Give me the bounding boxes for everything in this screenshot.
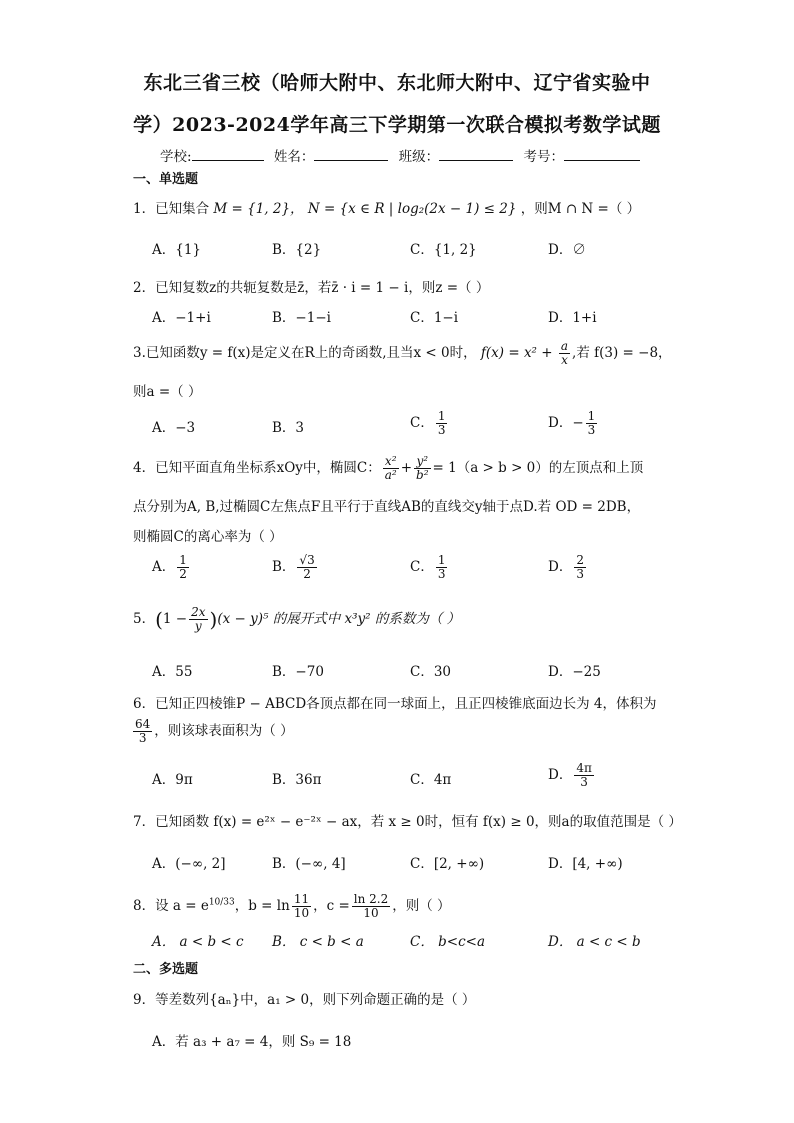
question-8-options	[152, 930, 752, 954]
question-7-options	[152, 852, 752, 876]
question-4-options	[152, 554, 752, 590]
option-b: B．−70	[272, 664, 324, 680]
question-3: 3.已知函数y = f(x)是定义在R上的奇函数,且当x < 0时， f(x) = x² + $\frac{a}{x}$ ,若 f(3) = −8，	[133, 339, 672, 367]
option-a: A．若 a₃ + a₇ = 4，则 S₉ = 18	[152, 1034, 352, 1050]
option-a: A． a < b < c	[152, 934, 244, 950]
option-c: C．4π	[410, 772, 452, 788]
option-d: D． $\frac{2}{3}$	[548, 553, 584, 581]
option-b: B．(−∞, 4]	[272, 856, 346, 872]
option-a: A．{1}	[152, 242, 202, 258]
fraction-a-over-x: $\frac{a}{x}$	[560, 339, 569, 367]
option-d: D．− $\frac{1}{3}$	[548, 409, 596, 437]
name-blank[interactable]	[314, 146, 388, 161]
option-a: A．55	[152, 664, 193, 680]
option-b: B．−1−i	[272, 310, 331, 326]
question-4-line2: 点分别为A, B,过椭圆C左焦点F且平行于直线AB的直线交y轴于点D.若 OD = 2DB，	[133, 499, 641, 515]
option-c: C．30	[410, 664, 452, 680]
option-c: C． $\frac{1}{3}$	[410, 409, 446, 437]
section-multi-choice: 二、多选题	[133, 962, 199, 977]
exam-title-line2: 学）2023-2024学年高三下学期第一次联合模拟考数学试题	[133, 114, 661, 136]
question-3-line2: 则a =（ ）	[133, 384, 202, 400]
question-9: 9．等差数列{aₙ}中，a₁ > 0，则下列命题正确的是（ ）	[133, 992, 476, 1008]
question-9-options	[152, 1030, 752, 1054]
name-label: 姓名：	[273, 149, 315, 165]
question-5-options	[152, 660, 752, 684]
option-d: D． $\frac{4\pi}{3}$	[548, 761, 592, 789]
question-5: 5．(1 − $\frac{2x}{y}$ )(x − y)⁵ 的展开式中 x³y² 的系数为（ ）	[133, 605, 461, 633]
class-blank[interactable]	[439, 146, 513, 161]
option-c: C． b<c<a	[410, 934, 485, 950]
exam-title-line1: 东北三省三校（哈师大附中、东北师大附中、辽宁省实验中	[143, 72, 651, 94]
question-8: 8．设 $a = e^{10/33}$，b = ln $\frac{11}{10}$ ，c = $\frac{\ln 2.2}{10}$ ，则（ ）	[133, 892, 451, 920]
option-b: B． $\frac{√3}{2}$	[272, 553, 315, 581]
option-c: C．1−i	[410, 310, 459, 326]
student-info-row	[160, 145, 646, 165]
option-d: D．−25	[548, 664, 601, 680]
option-a: A． $\frac{1}{2}$	[152, 553, 187, 581]
option-c: C．[2, +∞)	[410, 856, 485, 872]
question-1: 1．已知集合 M = {1, 2}， N = {x ∈ R | log₂(2x − 1) ≤ 2} ，则M ∩ N =（ ）	[133, 201, 641, 217]
option-a: A．(−∞, 2]	[152, 856, 226, 872]
question-3-options	[152, 410, 752, 444]
option-b: B．{2}	[272, 242, 322, 258]
option-d: D．[4, +∞)	[548, 856, 623, 872]
option-b: B． c < b < a	[272, 934, 364, 950]
question-6: 6．已知正四棱锥P − ABCD各顶点都在同一球面上，且正四棱锥底面边长为 4，体积为	[133, 696, 657, 712]
question-2: 2．已知复数z的共轭复数是z̄，若z̄ · i = 1 − i，则z =（ ）	[133, 280, 490, 296]
option-a: A．9π	[152, 772, 193, 788]
question-4-line3: 则椭圆C的离心率为（ ）	[133, 529, 283, 545]
option-a: A．−1+i	[152, 310, 211, 326]
exam-no-blank[interactable]	[564, 146, 640, 161]
school-label: 学校:	[160, 149, 192, 165]
question-1-options	[152, 238, 752, 262]
question-6-options	[152, 762, 752, 798]
exam-no-label: 考号：	[523, 149, 564, 165]
section-single-choice: 一、单选题	[133, 172, 199, 187]
option-a: A．−3	[152, 420, 196, 436]
question-4: 4．已知平面直角坐标系xOy中，椭圆C： $\frac{\text{x²}}{\text{a²}}$ + $\frac{\text{y²}}{\text{b²}}$ = 1（a > b > 0）的左顶点和上顶	[133, 454, 644, 482]
option-d: D．1+i	[548, 310, 597, 326]
option-d: D． a < c < b	[548, 934, 641, 950]
option-b: B．3	[272, 420, 305, 436]
question-2-options	[152, 306, 752, 330]
option-c: C．{1, 2}	[410, 242, 477, 258]
option-c: C． $\frac{1}{3}$	[410, 553, 446, 581]
option-d: D．∅	[548, 242, 586, 258]
option-b: B．36π	[272, 772, 322, 788]
question-6-line2: $\frac{64}{3}$ ，则该球表面积为（ ）	[135, 717, 294, 745]
question-7: 7．已知函数 f(x) = e²ˣ − e⁻²ˣ − ax，若 x ≥ 0时，恒有 f(x) ≥ 0，则a的取值范围是（ ）	[133, 814, 682, 830]
class-label: 班级：	[398, 149, 440, 165]
school-blank[interactable]	[192, 146, 264, 161]
